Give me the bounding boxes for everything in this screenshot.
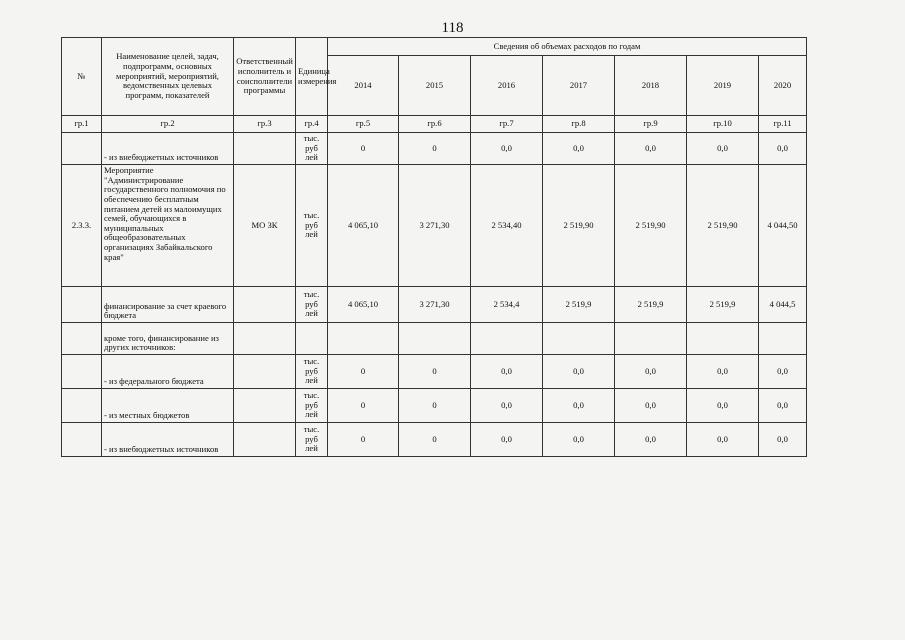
row-responsible [234,423,296,457]
row-value [543,323,615,355]
group-cell: гр.5 [328,116,399,133]
header-year: 2017 [543,56,615,116]
header-year: 2014 [328,56,399,116]
row-value: 0,0 [543,355,615,389]
header-num: № [62,38,102,116]
row-name: - из внебюджетных источников [102,133,234,165]
group-numbers-row [62,116,807,133]
group-cell: гр.4 [296,116,328,133]
row-value: 0,0 [615,355,687,389]
row-value: 2 519,9 [615,287,687,323]
row-unit: тыс. руб лей [296,133,328,165]
row-value: 0,0 [471,389,543,423]
row-value: 0 [399,389,471,423]
row-value: 2 519,90 [543,165,615,287]
row-value: 0,0 [471,133,543,165]
group-cell: гр.11 [759,116,807,133]
group-cell: гр.1 [62,116,102,133]
row-value: 4 044,50 [759,165,807,287]
table-row [62,133,807,165]
row-value: 0,0 [543,389,615,423]
row-unit: тыс. руб лей [296,287,328,323]
row-value [399,323,471,355]
row-value: 2 534,40 [471,165,543,287]
row-value: 0 [399,133,471,165]
row-value: 3 271,30 [399,287,471,323]
row-value: 0,0 [759,389,807,423]
page-number: 118 [441,20,464,36]
row-value: 4 044,5 [759,287,807,323]
table-row [62,287,807,323]
group-cell: гр.8 [543,116,615,133]
row-responsible [234,355,296,389]
header-responsible: Ответственный исполнитель и соисполнители программы [234,38,296,116]
table-row [62,165,807,287]
row-unit: тыс. руб лей [296,423,328,457]
row-value: 0,0 [687,389,759,423]
row-value: 0,0 [615,423,687,457]
row-value: 0,0 [471,355,543,389]
header-year: 2016 [471,56,543,116]
expenses-table [61,37,807,457]
row-value [615,323,687,355]
row-name: Мероприятие "Администрирование государственного полномочия по обеспечению бесплатным питанием детей из малоимущих семей, обучающихся в муниципальных общеобразовательных организациях Забайкальского края" [102,165,234,287]
group-cell: гр.7 [471,116,543,133]
row-value: 0 [399,423,471,457]
row-unit [296,323,328,355]
table-row [62,355,807,389]
row-name: - из федерального бюджета [102,355,234,389]
row-num: 2.3.3. [62,165,102,287]
group-cell: гр.6 [399,116,471,133]
group-cell: гр.3 [234,116,296,133]
row-name: финансирование за счет краевого бюджета [102,287,234,323]
row-value: 0 [328,389,399,423]
row-value: 0,0 [687,423,759,457]
row-num [62,287,102,323]
row-responsible [234,389,296,423]
header-year: 2020 [759,56,807,116]
row-value: 2 519,9 [543,287,615,323]
group-cell: гр.2 [102,116,234,133]
header-unit: Единица измерения [296,38,328,116]
row-value: 0,0 [687,355,759,389]
row-value: 0 [399,355,471,389]
row-value: 0,0 [759,423,807,457]
row-value: 0 [328,423,399,457]
table-row [62,389,807,423]
row-value: 0,0 [543,133,615,165]
row-value: 0,0 [471,423,543,457]
row-value: 0 [328,133,399,165]
row-value [759,323,807,355]
group-cell: гр.10 [687,116,759,133]
header-year: 2019 [687,56,759,116]
row-value: 0,0 [543,423,615,457]
row-responsible [234,323,296,355]
row-responsible: МО ЗК [234,165,296,287]
header-expenses-title: Сведения об объемах расходов по годам [328,38,807,56]
table-row [62,323,807,355]
row-value: 2 519,90 [615,165,687,287]
row-value: 2 534,4 [471,287,543,323]
row-value: 0,0 [759,133,807,165]
row-num [62,423,102,457]
row-value: 0,0 [615,133,687,165]
row-value: 0,0 [615,389,687,423]
header-name: Наименование целей, задач, подпрограмм, основных мероприятий, мероприятий, ведомственных целевых программ, показателей [102,38,234,116]
row-num [62,323,102,355]
row-value: 0,0 [687,133,759,165]
header-year: 2015 [399,56,471,116]
row-num [62,389,102,423]
row-responsible [234,133,296,165]
row-value [687,323,759,355]
table-row [62,423,807,457]
row-unit: тыс. руб лей [296,389,328,423]
header-year: 2018 [615,56,687,116]
row-unit: тыс. руб лей [296,355,328,389]
row-num [62,355,102,389]
row-name: - из внебюджетных источников [102,423,234,457]
row-value: 4 065,10 [328,287,399,323]
row-num [62,133,102,165]
row-value: 4 065,10 [328,165,399,287]
row-unit: тыс. руб лей [296,165,328,287]
row-value [328,323,399,355]
row-value: 2 519,90 [687,165,759,287]
row-responsible [234,287,296,323]
row-name: кроме того, финансирование из других источников: [102,323,234,355]
row-value: 2 519,9 [687,287,759,323]
group-cell: гр.9 [615,116,687,133]
row-name: - из местных бюджетов [102,389,234,423]
row-value: 0,0 [759,355,807,389]
row-value: 3 271,30 [399,165,471,287]
row-value: 0 [328,355,399,389]
row-value [471,323,543,355]
